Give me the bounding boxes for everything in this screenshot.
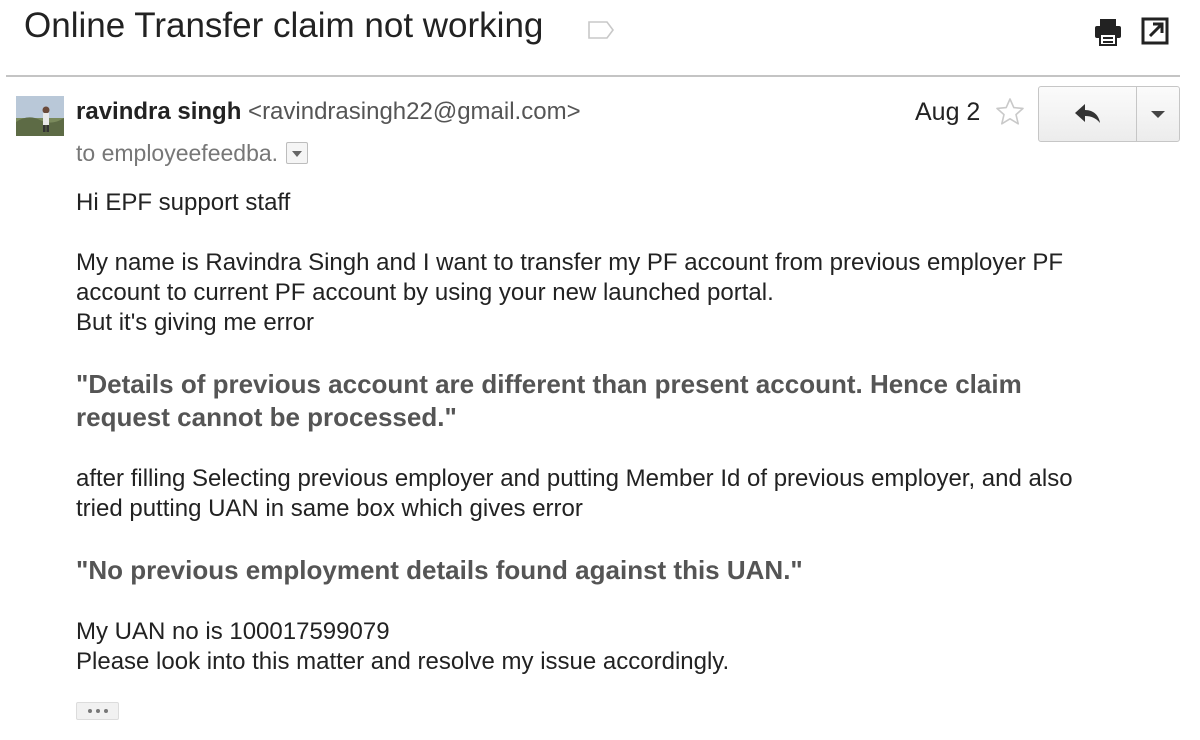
more-actions-button[interactable]	[1137, 87, 1179, 141]
message-body	[76, 188, 1176, 707]
recipient-text: to employeefeedba.	[76, 140, 279, 166]
sender-line	[76, 98, 581, 126]
printer-icon[interactable]	[1092, 16, 1124, 48]
error-message-2	[76, 554, 1176, 587]
body-line: account to current PF account by using your new launched portal.	[76, 279, 774, 306]
body-line: request cannot be processed."	[76, 402, 457, 432]
paragraph-closing	[76, 617, 1176, 677]
body-line: My name is Ravindra Singh and I want to transfer my PF account from previous employer PF	[76, 249, 1064, 276]
body-line: after filling Selecting previous employer and putting Member Id of previous employer, and also	[76, 465, 1073, 492]
reply-button[interactable]	[1039, 87, 1136, 141]
paragraph-intro	[76, 248, 1176, 338]
star-outline-icon[interactable]	[994, 96, 1026, 128]
body-line: Hi EPF support staff	[76, 189, 291, 216]
error-message-1	[76, 368, 1176, 434]
header-divider	[6, 75, 1180, 77]
body-line: "Details of previous account are different than present account. Hence claim	[76, 369, 1022, 399]
sender-avatar[interactable]	[16, 96, 64, 136]
body-line: Please look into this matter and resolve my issue accordingly.	[76, 648, 730, 675]
show-details-dropdown-icon[interactable]	[286, 142, 308, 164]
reply-arrow-icon	[1073, 102, 1103, 126]
reply-button-group	[1038, 86, 1180, 142]
open-in-new-window-icon[interactable]	[1140, 16, 1170, 46]
paragraph-steps	[76, 464, 1176, 524]
recipient-line	[76, 140, 308, 167]
body-line: My UAN no is 100017599079	[76, 618, 390, 645]
subject-bar	[0, 0, 1200, 76]
sender-email: <ravindrasingh22@gmail.com>	[248, 98, 581, 125]
body-line: tried putting UAN in same box which gives error	[76, 495, 583, 522]
email-subject: Online Transfer claim not working	[24, 6, 544, 45]
body-line: But it's giving me error	[76, 309, 314, 336]
ellipsis-dot	[96, 709, 100, 713]
sender-name[interactable]: ravindra singh	[76, 98, 242, 125]
show-trimmed-content-button[interactable]	[76, 702, 119, 720]
ellipsis-dot	[88, 709, 92, 713]
body-line: "No previous employment details found against this UAN."	[76, 555, 803, 585]
ellipsis-dot	[104, 709, 108, 713]
message-date: Aug 2	[915, 98, 981, 126]
label-tag-icon[interactable]	[587, 20, 615, 40]
greeting	[76, 188, 1176, 218]
chevron-down-icon	[1151, 111, 1165, 118]
